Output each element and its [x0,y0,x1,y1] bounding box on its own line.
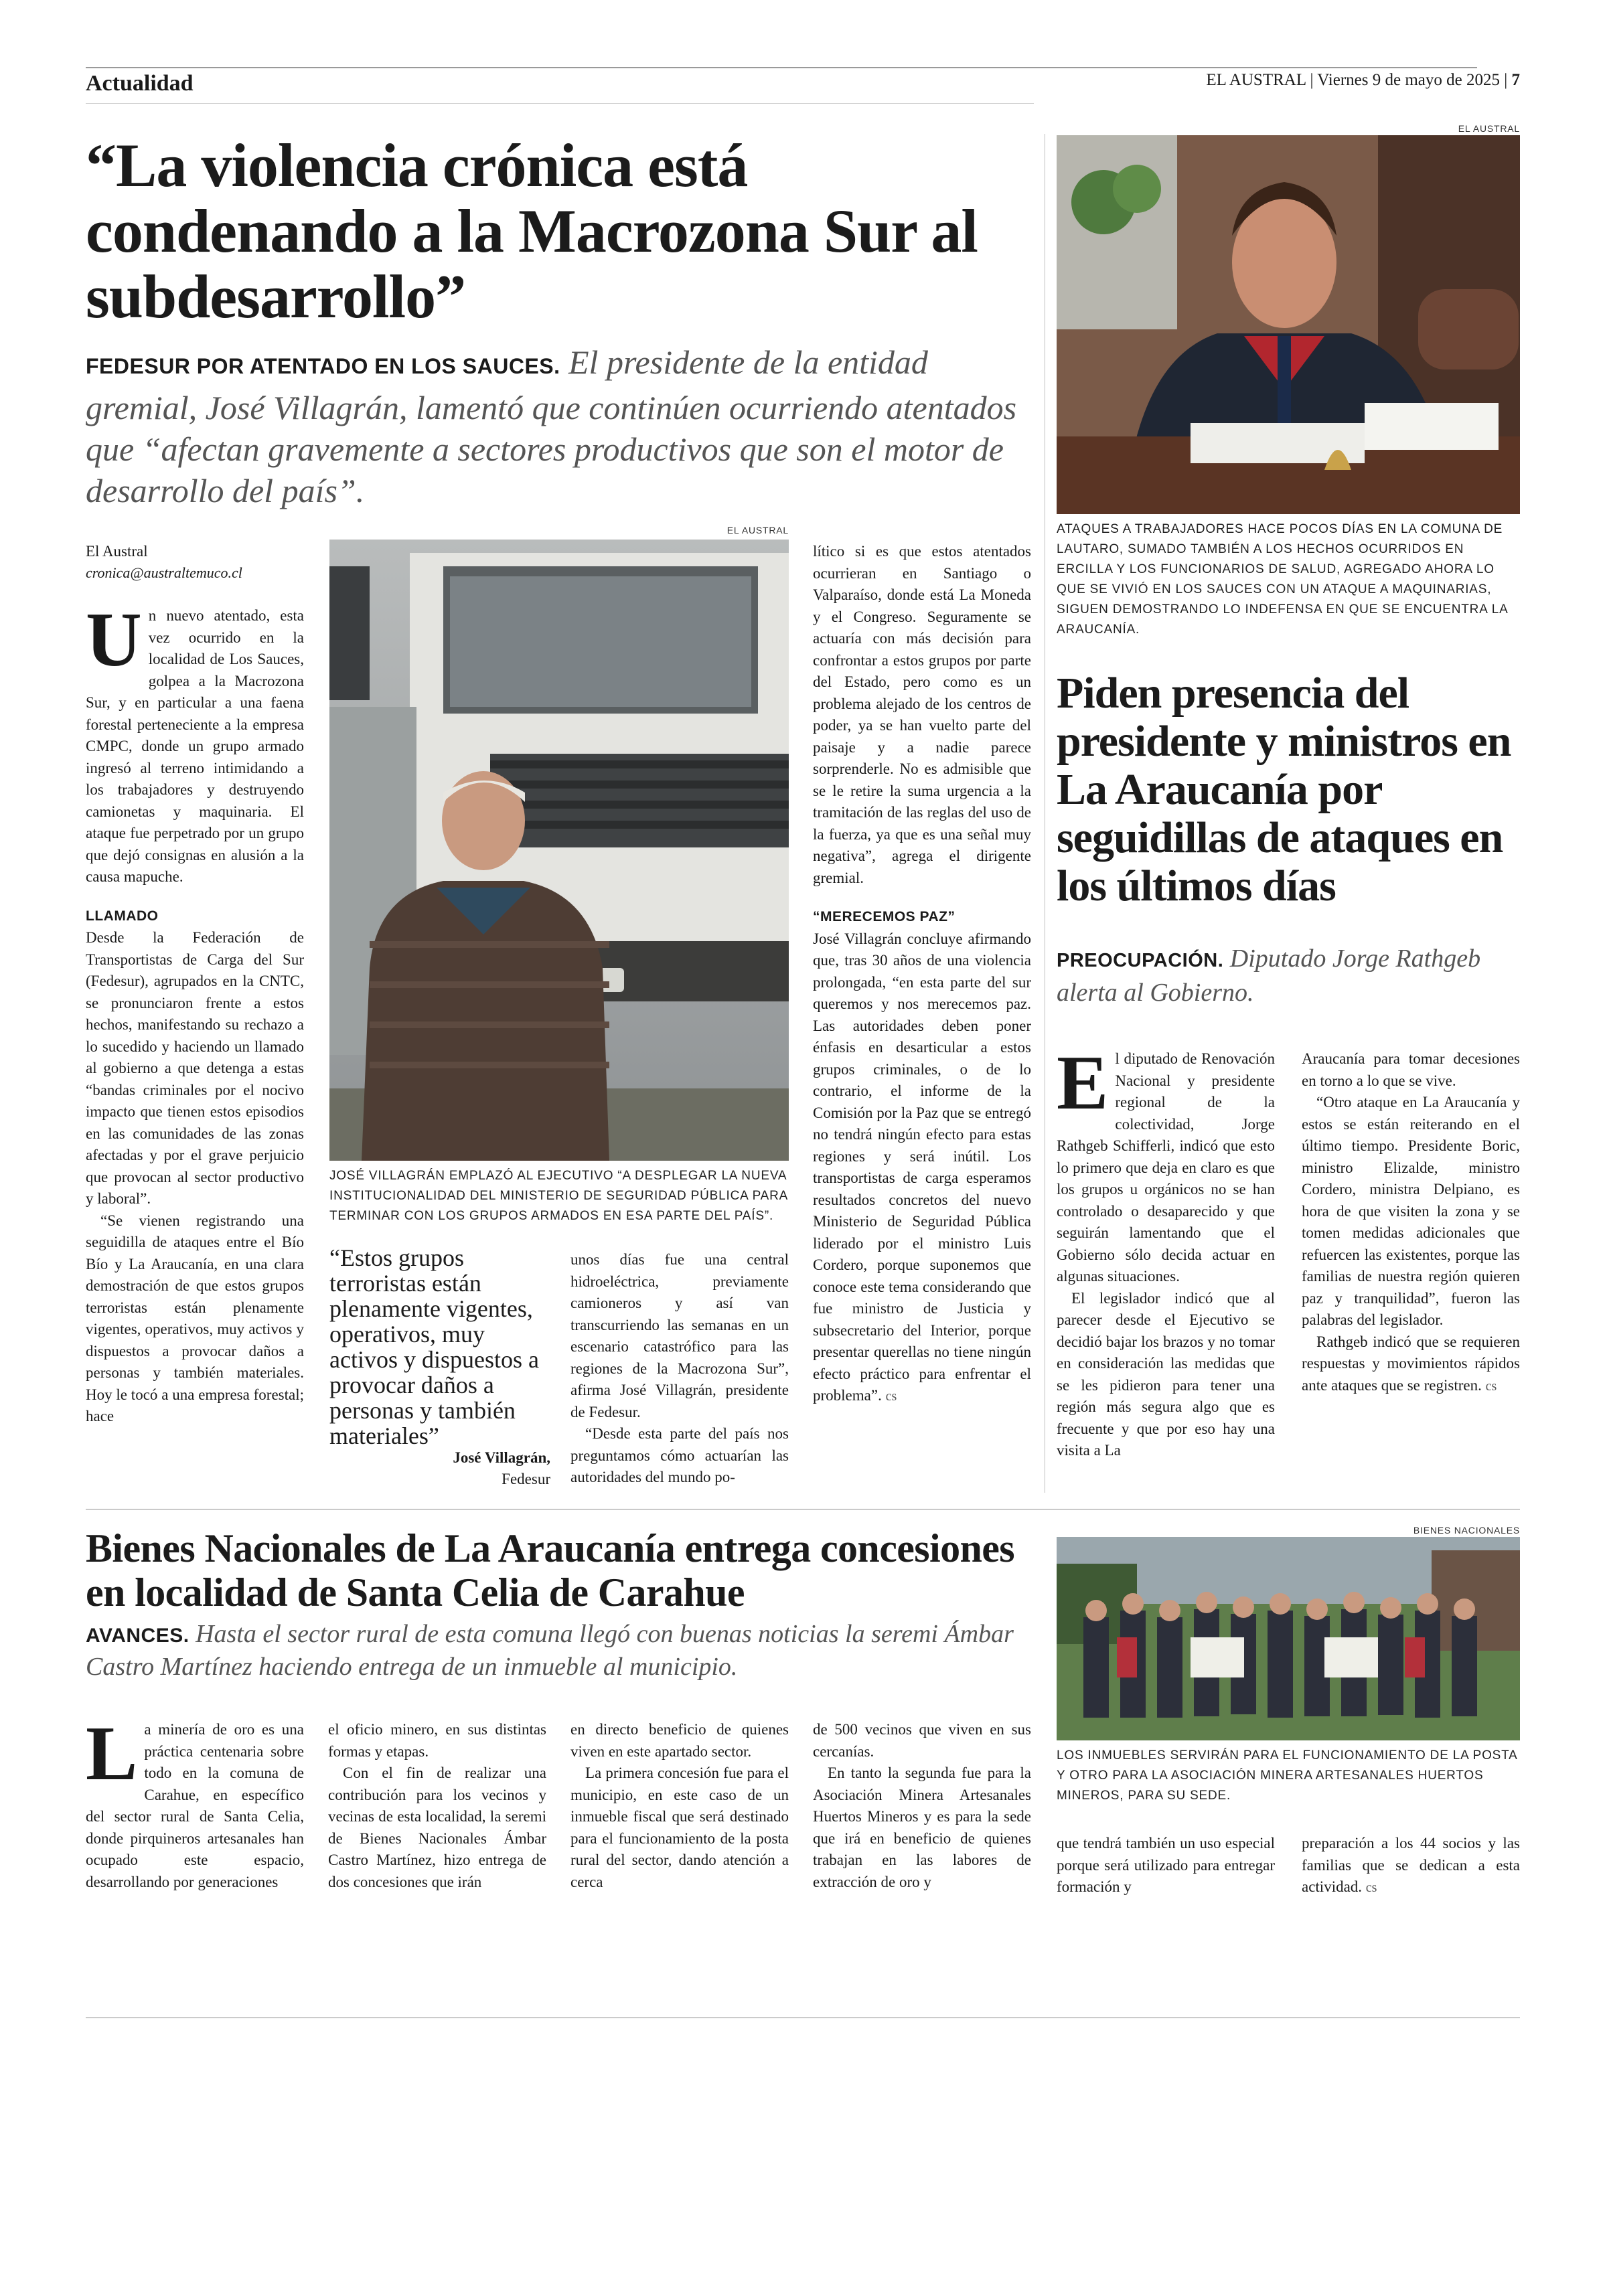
main-col1-p2: Desde la Federación de Transportistas de Carga del Sur (Fedesur), agrupados en la CNTC, se pronunciaron frente a estos hechos, manifestando su rechazo a lo sucedido y haciendo un llamado al gobierno a que detenga a estas “bandas criminales por el nocivo impacto que tienen estos episodios en las comunidades de las zonas afectadas y por el grave perjuicio que provocan al sector productivo y laboral”. [86,929,304,1207]
bottom-col3-p1: en directo beneficio de quienes viven en este apartado sector. [570,1721,789,1760]
main-deck-text: El presidente de la entidad gremial, José Villagrán, lamentó que continúen ocurriendo atentados que “afectan gravemente a sectores productivos que son el motor de desarrollo del país”. [86,343,1017,509]
side-col1-p1: l diputado de Renovación Nacional y presidente regional de la colectividad, Jorge Rathgeb Schifferli, indicó que esto lo primero que deja en claro es que los grupos u orgánicos no se han controlado o desaparecido y que seguirán lamentando que el Gobierno sólo decida actuar en algunas situaciones. [1057,1050,1275,1285]
main-column-1 [86,597,304,1428]
bottom-col4-p2: En tanto la segunda fue para la Asociación Minera Artesanales Huertos Mineros y es para la sede que irá en beneficio de quienes trabajan en las labores de extracción de oro y [813,1765,1031,1890]
bottom-photo-caption: LOS INMUEBLES SERVIRÁN PARA EL FUNCIONAMIENTO DE LA POSTA Y OTRO PARA LA ASOCIACIÓN MINERA ARTESANALES HUERTOS MINEROS, PARA SU SEDE. [1057,1748,1517,1803]
main-subhead-merecemos-paz: “MERECEMOS PAZ” [813,909,955,924]
side-end-mark-icon: cs [1485,1378,1497,1394]
main-photo [329,540,789,1161]
side-headline: Piden presencia del presidente y ministros en La Araucanía por seguidillas de ataques en los últimos días [1057,669,1511,910]
bottom-col6: preparación a los 44 socios y las familias que se dedican a esta actividad. [1302,1835,1520,1895]
bottom-column-6 [1302,1833,1520,1899]
bottom-col3-p2: La primera concesión fue para el municipio, en este caso de un inmueble fiscal que será destinado para el funcionamiento de la posta rural del sector, dando atención a cerca [570,1765,789,1890]
main-kicker: FEDESUR POR ATENTADO EN LOS SAUCES. [86,354,560,378]
quote-author-role: Fedesur [502,1471,550,1487]
side-kicker: PREOCUPACIÓN. [1057,950,1224,971]
page-number: 7 [1511,71,1520,89]
byline-email: cronica@australtemuco.cl [86,564,242,581]
main-photo-caption: JOSÉ VILLAGRÁN EMPLAZÓ AL EJECUTIVO “A DESPLEGAR LA NUEVA INSTITUCIONALIDAD DEL MINISTERIO DE SEGURIDAD PÚBLICA PARA TERMINAR CON LOS GRUPOS ARMADOS EN ESA PARTE DEL PAÍS”. [329,1169,788,1223]
side-deck-text: Diputado Jorge Rathgeb alerta al Gobierno. [1057,945,1481,1007]
side-col1-p2: El legislador indicó que al parecer desde el Ejecutivo se decidió bajar los brazos y no tomar en consideración las medidas que se les pidieron para tener una región más segura algo que es frecuente y que por eso hay una visita a La [1057,1289,1275,1459]
side-column-1 [1057,1040,1275,1462]
bottom-column-1 [86,1711,304,1893]
byline-author: El Austral [86,543,148,560]
bottom-headline: Bienes Nacionales de La Araucanía entrega concesiones en localidad de Santa Celia de Carahue [86,1526,1015,1615]
bottom-deck [86,1619,1043,1683]
main-deck [86,341,1030,511]
main-subhead-llamado: LLAMADO [86,908,159,924]
side-photo [1057,135,1520,514]
main-dropcap: U [86,597,142,683]
bottom-column-5 [1057,1833,1275,1898]
main-col1-p1: n nuevo atentado, esta vez ocurrido en la localidad de Los Sauces, golpea a la Macrozona Sur, y en particular a una faena forestal perteneciente a la empresa CMPC, donde un grupo armado ingresó al terreno intimidando a los trabajadores y destruyendo camionetas y maquinaria. El ataque fue perpetrado por un grupo que dejó consignas en alusión a la causa mapuche. [86,607,304,885]
bottom-col1: a minería de oro es una práctica centenaria sobre todo en la comuna de Carahue, en específico del sector rural de Santa Celia, donde pirquineros artesanales han ocupado este espacio, desarrollando por generaciones [86,1721,304,1890]
side-photo-credit: EL AUSTRAL [1458,123,1520,134]
bottom-end-mark-icon: cs [1365,1880,1377,1895]
main-col4-p2: José Villagrán concluye afirmando que, tras 30 años de una violencia prolongada, “en esta parte del sur queremos y nos merecemos paz. Las autoridades deben poner énfasis en desarticular a estos grupos criminales, o de lo contrario, el informe de la Comisión por la Paz que se entregó no tendrá ningún efecto para estas regiones y será inútil. Los transportistas de carga esperamos resultados concretos del nuevo Ministerio de Seguridad Pública liderado por el ministro Luis Cordero, porque suponemos que conoce este tema considerando que fue ministro de Justicia y subsecretario del Interior, porque presentar querellas no tiene ningún efecto práctico para enfrentar el problema”. [813,930,1031,1404]
side-column-2 [1302,1048,1520,1397]
side-col2-p3: Rathgeb indicó que se requieren respuestas y movimientos rápidos ante ataques que se registren. [1302,1333,1520,1394]
top-rule [86,67,1477,68]
quote-author-name: José Villagrán, [453,1449,550,1466]
truck-and-man-photo [329,540,789,1161]
end-mark-icon: cs [885,1389,897,1404]
main-col3-p1: unos días fue una central hidroeléctrica, previamente camioneros y así van transcurriendo las semanas en un escenario catastrófico para las regiones de la Macrozona Sur”, afirma José Villagrán, presidente de Fedesur. [570,1251,789,1420]
side-col2-p1: Araucanía para tomar decesiones en torno a lo que se vive. [1302,1050,1520,1089]
bottom-col5: que tendrá también un uso especial porque será utilizado para entregar formación y [1057,1835,1275,1895]
pull-quote: “Estos grupos terroristas están plenamente vigentes, operativos, muy activos y dispuestos a provocar daños a personas y también materiales” [329,1244,539,1449]
bottom-dropcap: L [86,1711,138,1797]
side-col2-p2: “Otro ataque en La Araucanía y estos se están reiterando en el último tiempo. Presidente Boric, ministro Elizalde, ministro Cordero, ministra Delpiano, es hora de que visiten la zona y se tomen medidas adicionales que refuercen las existentes, porque las familias de nuestra región quieren paz y tranquilidad”, fueron las palabras del legislador. [1302,1094,1520,1328]
main-col3-p2: “Desde esta parte del país nos preguntamos cómo actuarían las autoridades del mundo po- [570,1425,789,1485]
bottom-column-2 [328,1719,546,1893]
page-folio: EL AUSTRAL | Viernes 9 de mayo de 2025 | 7 [1206,71,1520,89]
bottom-kicker: AVANCES. [86,1625,189,1647]
bottom-photo-credit: BIENES NACIONALES [1413,1525,1520,1536]
bottom-col4-p1: de 500 vecinos que viven en sus cercanías. [813,1721,1031,1760]
side-photo-caption: ATAQUES A TRABAJADORES HACE POCOS DÍAS EN LA COMUNA DE LAUTARO, SUMADO TAMBIÉN A LOS HECHOS OCURRIDOS EN ERCILLA Y LOS FUNCIONARIOS DE SALUD, AGREGADO AHORA LO QUE SE VIVIÓ EN LOS SAUCES CON UN ATAQUE A MAQUINARIAS, SIGUEN DEMOSTRANDO LO INDEFENSA EN QUE SE ENCUENTRA LA ARAUCANÍA. [1057,522,1508,637]
main-col1-p3: “Se vienen registrando una seguidilla de ataques entre el Bío Bío y La Araucanía, en una clara demostración de que estos grupos terroristas están plenamente vigentes, operativos, muy activos y dispuestos a provocar daños a personas y también materiales. Hoy le tocó a una empresa forestal; hace [86,1212,304,1424]
header-underline [86,103,1034,104]
deputy-portrait-photo [1057,135,1520,514]
bottom-deck-text: Hasta el sector rural de esta comuna llegó con buenas noticias la seremi Ámbar Castro Martínez haciendo entrega de un inmueble al municipio. [86,1620,1014,1681]
bottom-photo [1057,1537,1520,1740]
main-column-3 [570,1249,789,1489]
bottom-col2-p1: el oficio minero, en sus distintas formas y etapas. [328,1721,546,1760]
byline [86,541,313,584]
main-photo-credit: EL AUSTRAL [726,525,789,536]
main-headline: “La violencia crónica está condenando a la Macrozona Sur al subdesarrollo” [86,131,978,331]
bottom-col2-p2: Con el fin de realizar una contribución para los vecinos y vecinas de esta localidad, la seremi de Bienes Nacionales Ámbar Castro Martínez, hizo entrega de dos concesiones que irán [328,1765,546,1890]
section-label: Actualidad [86,71,194,96]
bottom-column-3 [570,1719,789,1893]
issue-date: Viernes 9 de mayo de 2025 [1317,71,1500,89]
side-deck [1057,942,1520,1009]
paper-name: EL AUSTRAL [1206,71,1306,89]
main-column-4 [813,541,1031,1408]
group-photo [1057,1537,1520,1740]
side-dropcap: E [1057,1040,1109,1126]
pull-quote-author [329,1447,550,1490]
bottom-column-4 [813,1719,1031,1893]
main-col4-p1: lítico si es que estos atentados ocurrieran en Santiago o Valparaíso, donde está La Moneda y el Congreso. Seguramente se actuaría con más decisión para confrontar a estos grupos por parte del Estado, pero como es un problema alejado de los centros de poder, ya se han vuelto parte del paisaje y a nadie parece sorprenderle. No es admisible que se le retire la suma urgencia a la tramitación de las reglas del uso de la fuerza, ya que es una señal muy negativa”, agrega el dirigente gremial. [813,543,1031,886]
